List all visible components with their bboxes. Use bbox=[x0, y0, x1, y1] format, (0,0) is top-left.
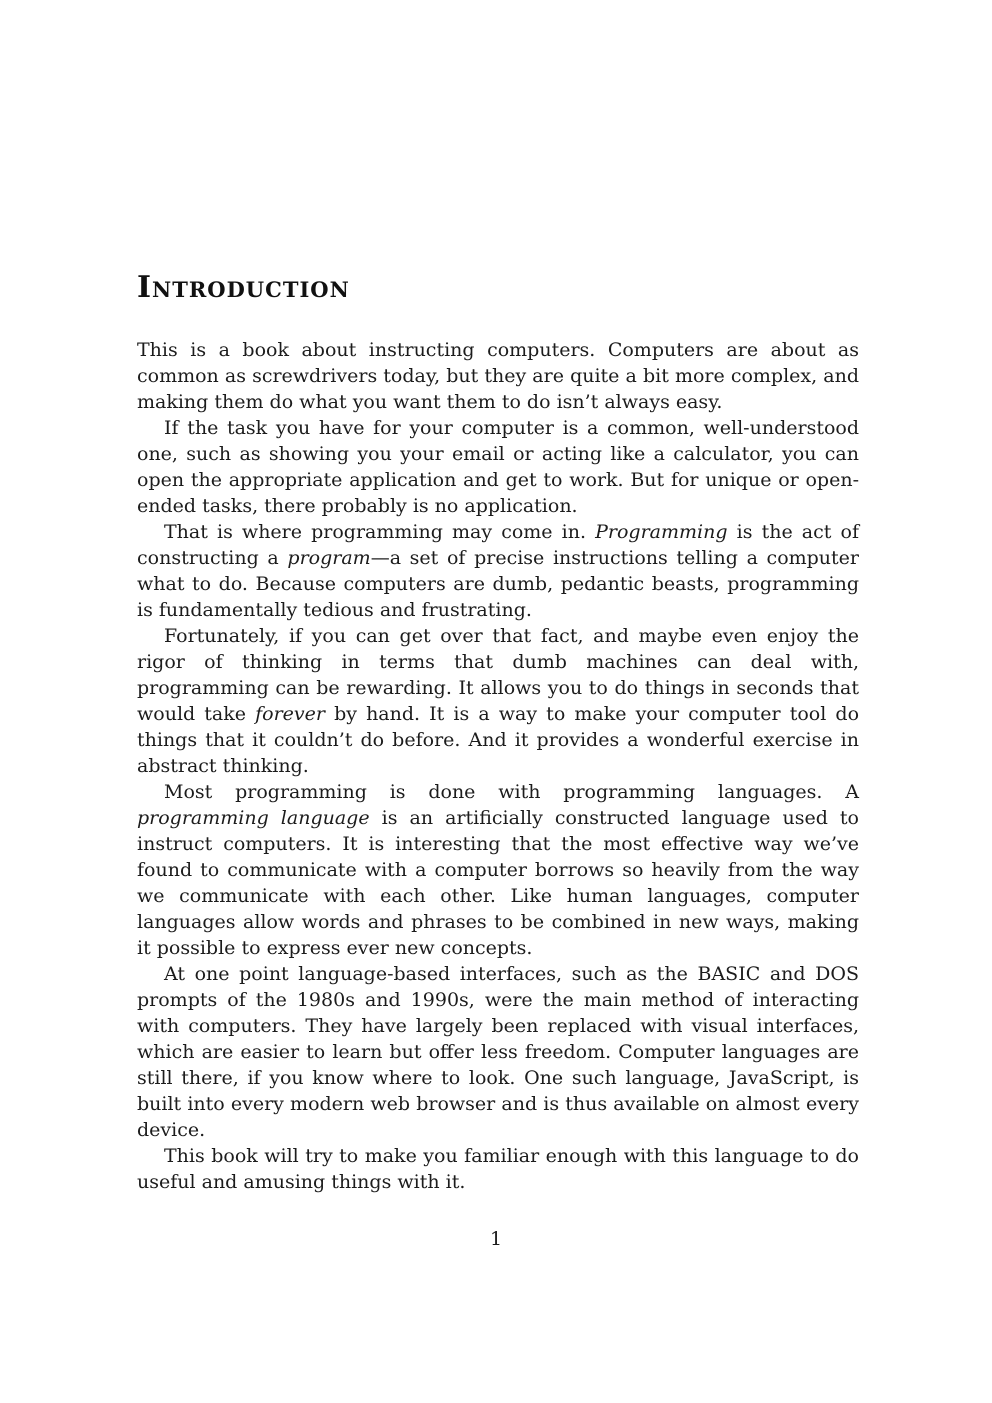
paragraph bbox=[137, 779, 859, 961]
italic-text: program bbox=[287, 547, 371, 569]
paragraph bbox=[137, 415, 859, 519]
text-run: This is a book about instructing computers. Computers are about as common as screwdrivers today, but they are quite a bit more complex, and making them do what you want them to do isn’t always easy. bbox=[137, 339, 859, 413]
page-number: 1 bbox=[489, 1228, 503, 1250]
italic-text: forever bbox=[255, 703, 325, 725]
text-run: is the act of constructing a bbox=[137, 521, 859, 569]
text-run: That is where programming may come in. bbox=[164, 521, 596, 543]
text-run: is an artificially constructed language used to instruct computers. It is interesting that the most effective way we’ve found to communicate with a computer borrows so heavily from the way we communicate with each other. Like human languages, computer languages allow words and phrases to be combined in new ways, making it possible to express ever new concepts. bbox=[137, 807, 859, 959]
text-run: At one point language-based interfaces, such as the BASIC and DOS prompts of the 1980s and 1990s, were the main method of interacting with computers. They have largely been replaced with visual interfaces, which are easier to learn but offer less freedom. Computer languages are still there, if you know where to look. One such language, JavaScript, is built into every modern web browser and is thus available on almost every device. bbox=[137, 963, 859, 1141]
chapter-title: Introduction bbox=[137, 270, 350, 305]
text-run: by hand. It is a way to make your computer tool do things that it couldn’t do before. And it provides a wonderful exercise in abstract thinking. bbox=[137, 703, 860, 777]
text-run: This book will try to make you familiar enough with this language to do useful and amusing things with it. bbox=[137, 1145, 859, 1193]
text-run: Fortunately, if you can get over that fact, and maybe even enjoy the rigor of thinking in terms that dumb machines can deal with, programming can be rewarding. It allows you to do things in seconds that would take bbox=[137, 625, 859, 725]
text-run: If the task you have for your computer is a common, well-understood one, such as showing you your email or acting like a calculator, you can open the appropriate application and get to work. But for unique or open-ended tasks, there probably is no application. bbox=[137, 417, 859, 517]
paragraph bbox=[137, 519, 859, 623]
text-block bbox=[137, 270, 859, 1195]
italic-text: Programming bbox=[595, 521, 728, 543]
paragraph bbox=[137, 1143, 859, 1195]
text-run: —a set of precise instructions telling a computer what to do. Because computers are dumb, pedantic beasts, programming is fundamentally tedious and frustrating. bbox=[137, 547, 860, 621]
italic-text: programming language bbox=[137, 807, 370, 829]
text-run: Most programming is done with programming languages. A bbox=[164, 781, 859, 803]
paragraph bbox=[137, 337, 859, 415]
paragraph bbox=[137, 623, 859, 779]
body-text bbox=[137, 337, 859, 1195]
paragraph bbox=[137, 961, 859, 1143]
